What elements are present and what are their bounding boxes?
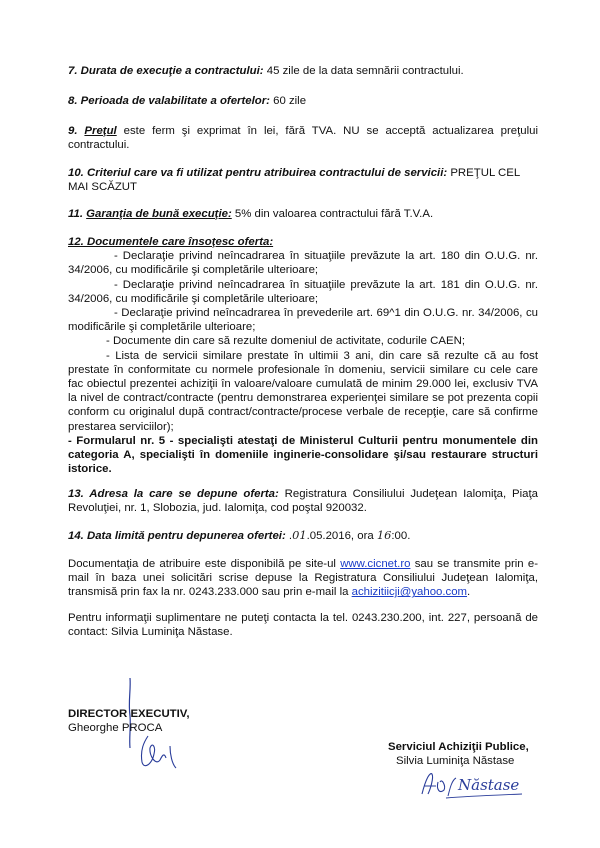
signature-script: Năstase: [458, 776, 520, 794]
section-10-text: PREŢUL CEL MAI SCĂZUT: [68, 167, 520, 194]
documentation-text: sau se transmite prin e-mail în baza unei solicitări scrise depuse la Registratura Consiliului Judeţean Ialomiţa, transmisă prin fax la nr. 0243.233.000 sau prin e-mail la: [68, 558, 539, 599]
section-14-date-pre: .: [285, 530, 293, 542]
section-12-item: - Declaraţie privind neîncadrarea în situaţiile prevăzute la art. 180 din O.U.G. nr. 34/2006, cu modificările şi completările ulterioare;: [68, 250, 538, 277]
section-9: [68, 124, 538, 152]
section-12-label: 12. Documentele care însoţesc oferta:: [68, 236, 274, 248]
section-9-label: Preţul: [84, 125, 117, 137]
section-13-text: Registratura Consiliului Judeţean Ialomiţa, Piaţa Revoluţiei, nr. 1, Slobozia, jud. Ialomiţa, cod poştal 920032.: [68, 488, 538, 515]
section-12-item: - Documente din care să rezulte domeniul de activitate, codurile CAEN;: [106, 335, 465, 348]
section-12-item: - Lista de servicii similare prestate în ultimii 3 ani, din care să rezulte că au fost prestate în conformitate cu normele profesionale în domeniu, servicii similare cu cele care fac obiectul prezentei achiziţii în valoare/valoare cumulată de minim 29.000 lei, exclusiv TVA la nivel de contract/contracte (pentru demonstrarea experienţei similare se pot prezenta copii conform cu originalul după contract/contracte/procese verbale de recepţie, care să confirme prestarea serviciilor);: [68, 349, 538, 433]
section-8: [68, 94, 538, 108]
section-11-text: 5% din valoarea contractului fără T.V.A.: [231, 208, 434, 220]
section-11: [68, 207, 538, 221]
section-13: [68, 487, 538, 515]
section-14-date-mid: .05.2016, ora: [306, 530, 377, 542]
procurement-title: Serviciul Achiziţii Publice,: [388, 741, 529, 753]
contact-paragraph: Pentru informaţii suplimentare ne puteţi contacta la tel. 0243.230.200, int. 227, persoană de contact: Silvia Luminiţa Năstase.: [68, 612, 538, 639]
section-12-item: - Declaraţie privind neîncadrarea în prevederile art. 69^1 din O.U.G. nr. 34/2006, cu modificările şi completările ulterioare;: [68, 307, 538, 334]
section-7-label: 7. Durata de execuţie a contractului:: [68, 65, 264, 77]
section-14-day: 01: [292, 528, 307, 542]
procurement-signature: [418, 768, 528, 802]
section-12-bold-item: - Formularul nr. 5 - specialişti atestaţi de Ministerul Culturii pentru monumentele din categoria A, specialişti în domeniile inginerie-consolidare şi/sau restaurare structuri istorice.: [68, 434, 538, 476]
documentation-text: Documentaţia de atribuire este disponibilă pe site-ul: [68, 558, 341, 570]
section-14: [68, 528, 538, 543]
section-13-label: 13. Adresa la care se depune oferta:: [68, 488, 279, 500]
email-link[interactable]: achizitiicji@yahoo.com: [351, 586, 468, 599]
procurement-name: Silvia Luminiţa Năstase: [396, 755, 515, 767]
section-8-label: 8. Perioada de valabilitate a ofertelor:: [68, 95, 270, 107]
section-9-text: este ferm şi exprimat în lei, fără TVA. NU se acceptă actualizarea preţului contractului.: [68, 125, 538, 152]
section-14-label: 14. Data limită pentru depunerea ofertei:: [68, 530, 286, 542]
section-12: [68, 235, 538, 476]
section-8-text: 60 zile: [269, 95, 307, 107]
section-9-number: 9.: [68, 125, 85, 137]
section-14-hour: 16: [376, 528, 392, 542]
documentation-paragraph: [68, 557, 538, 600]
section-10: [68, 166, 538, 194]
section-7-text: 45 zile de la data semnării contractului.: [263, 65, 464, 77]
director-title: DIRECTOR EXECUTIV,: [68, 708, 190, 720]
website-link[interactable]: www.cicnet.ro: [340, 558, 411, 570]
documentation-text: .: [467, 586, 471, 599]
section-10-label: 10. Criteriul care va fi utilizat pentru atribuirea contractului de servicii:: [68, 167, 448, 179]
section-14-date-post: :00.: [391, 530, 411, 542]
section-7: [68, 64, 538, 78]
section-11-number: 11.: [68, 208, 87, 220]
section-12-item: - Declaraţie privind neîncadrarea în situaţiile prevăzute la art. 181 din O.U.G. nr. 34/2006, cu modificările şi completările ulterioare;: [68, 278, 538, 305]
director-name: Gheorghe PROCA: [68, 722, 163, 734]
section-11-label: Garanţia de bună execuţie:: [86, 208, 232, 220]
